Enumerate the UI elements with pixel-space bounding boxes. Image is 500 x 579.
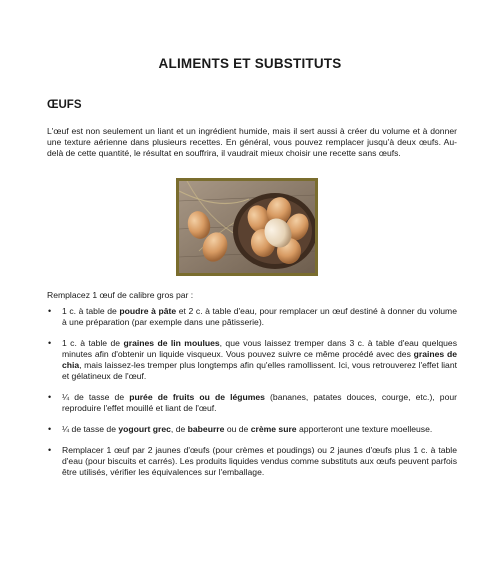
page-title: ALIMENTS ET SUBSTITUTS	[158, 56, 342, 71]
eggs-in-bowl-photo	[176, 178, 318, 276]
substitutes-lead: Remplacez 1 œuf de calibre gros par :	[47, 290, 194, 300]
eggs-illustration	[179, 181, 315, 273]
section-heading: ŒUFS	[47, 99, 82, 111]
list-item: • Remplacer 1 œuf par 2 jaunes d'œufs (pour crèmes et poudings) ou 2 jaunes d'œufs plus 1 c. à table d'eau (pour biscuits et carrés). Les produits liquides vendus comme substituts aux œufs peuvent parfois être utilisés, vérifier les équivalences sur l'emballage.	[47, 445, 457, 478]
substitutes-list	[47, 306, 457, 488]
intro-paragraph: L'œuf est non seulement un liant et un ingrédient humide, mais il sert aussi à créer du volume et à donner une texture aérienne dans plusieurs recettes. En général, vous pouvez remplacer jusqu'à deux œufs. Au-delà de cette quantité, le résultat en souffrira, il vaudrait mieux choisir une recette sans œufs.	[47, 126, 457, 158]
list-item: • 1 c. à table de poudre à pâte et 2 c. à table d'eau, pour remplacer un œuf destiné à donner du volume à une préparation (par exemple dans une pâtisserie).	[47, 306, 457, 328]
list-item: • ¼ de tasse de purée de fruits ou de légumes (bananes, patates douces, courge, etc.), pour reproduire l'effet mouillé et liant de l'œuf.	[47, 392, 457, 414]
list-item: • ¼ de tasse de yogourt grec, de babeurre ou de crème sure apporteront une texture moelleuse.	[47, 424, 457, 435]
list-item: • 1 c. à table de graines de lin moulues, que vous laissez tremper dans 3 c. à table d'eau quelques minutes afin d'obtenir un liquide visqueux. Vous pouvez suivre ce même procédé avec des graines de chia, mais laissez-les tremper plus longtemps afin qu'elles ramollissent. Ici, vous retrouverez l'effet liant et gélatineux de l'œuf.	[47, 338, 457, 382]
